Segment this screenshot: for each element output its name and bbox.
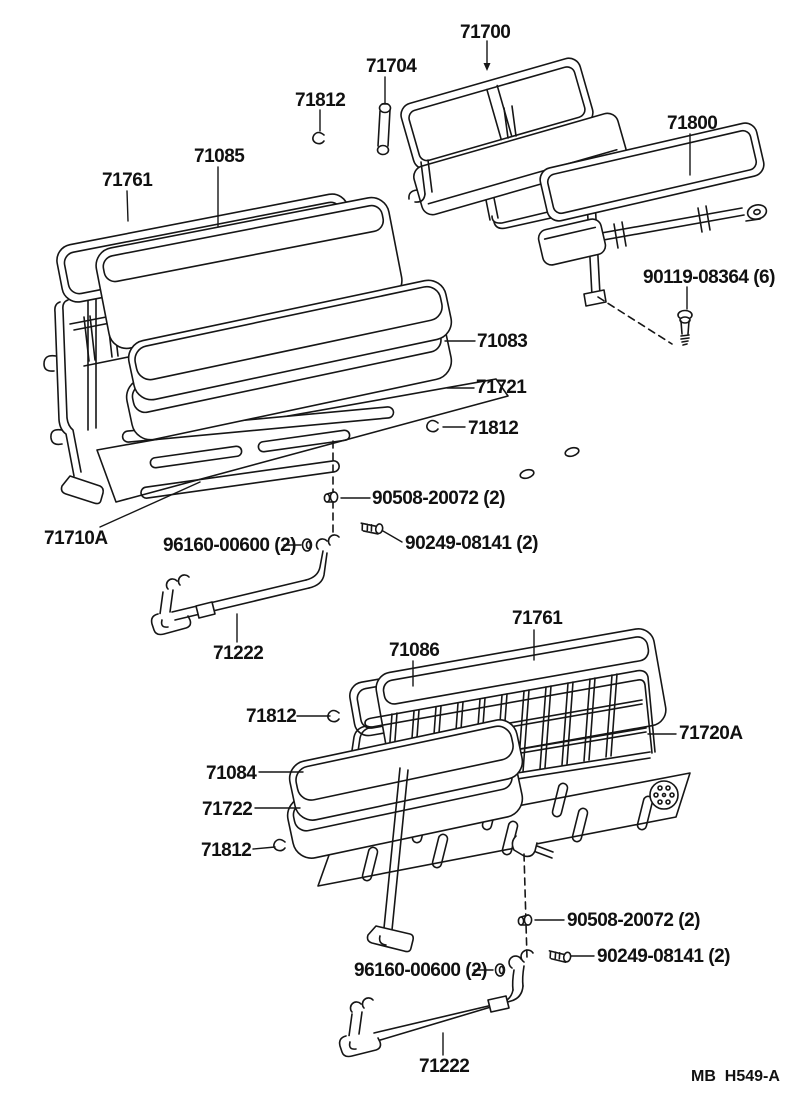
part-label-71812-top: 71812 bbox=[295, 90, 346, 111]
seat-back-assembly-71800 bbox=[519, 121, 768, 480]
part-label-96160-00600-lower: 96160-00600 (2) bbox=[354, 960, 487, 981]
part-label-71704: 71704 bbox=[366, 56, 417, 77]
nut-90508-upper bbox=[324, 492, 337, 502]
part-label-71710A: 71710A bbox=[44, 528, 108, 549]
drawing-code: MB H549-A bbox=[691, 1068, 780, 1085]
part-label-90249-08141-lower: 90249-08141 (2) bbox=[597, 946, 730, 967]
part-label-71222-lower: 71222 bbox=[419, 1056, 470, 1077]
link-71704 bbox=[378, 104, 391, 155]
screw-90249-lower bbox=[549, 949, 572, 965]
part-label-71084: 71084 bbox=[206, 763, 257, 784]
screw-90249-upper bbox=[361, 520, 384, 537]
part-label-71700: 71700 bbox=[460, 22, 511, 43]
grommet-96160-upper bbox=[303, 539, 312, 551]
part-label-71083: 71083 bbox=[477, 331, 528, 352]
part-label-71085: 71085 bbox=[194, 146, 245, 167]
part-label-71761-upper: 71761 bbox=[102, 170, 153, 191]
part-label-90249-08141-upper: 90249-08141 (2) bbox=[405, 533, 538, 554]
part-label-90119-08364: 90119-08364 (6) bbox=[643, 267, 775, 288]
part-label-71222-upper: 71222 bbox=[213, 643, 264, 664]
grommet-96160-lower bbox=[496, 964, 505, 976]
nut-90508-lower bbox=[518, 915, 531, 925]
part-label-71800: 71800 bbox=[667, 113, 718, 134]
part-label-71720A: 71720A bbox=[679, 723, 743, 744]
part-label-71812-lower2: 71812 bbox=[201, 840, 252, 861]
clip-71812-mid bbox=[427, 421, 438, 432]
part-label-71086: 71086 bbox=[389, 640, 440, 661]
lower-bench-assembly bbox=[284, 626, 690, 951]
part-label-71812-lower1: 71812 bbox=[246, 706, 297, 727]
part-label-71721: 71721 bbox=[476, 377, 527, 398]
part-label-71722: 71722 bbox=[202, 799, 253, 820]
part-label-71761-lower: 71761 bbox=[512, 608, 563, 629]
part-label-90508-20072-upper: 90508-20072 (2) bbox=[372, 488, 505, 509]
part-label-96160-00600-upper: 96160-00600 (2) bbox=[163, 535, 296, 556]
clip-71812-lower2 bbox=[274, 840, 285, 851]
part-label-90508-20072-lower: 90508-20072 (2) bbox=[567, 910, 700, 931]
bolt-90119-08364 bbox=[678, 311, 692, 346]
upper-bench-assembly bbox=[44, 191, 508, 503]
clip-71812-top bbox=[313, 133, 324, 144]
part-label-71812-mid: 71812 bbox=[468, 418, 519, 439]
